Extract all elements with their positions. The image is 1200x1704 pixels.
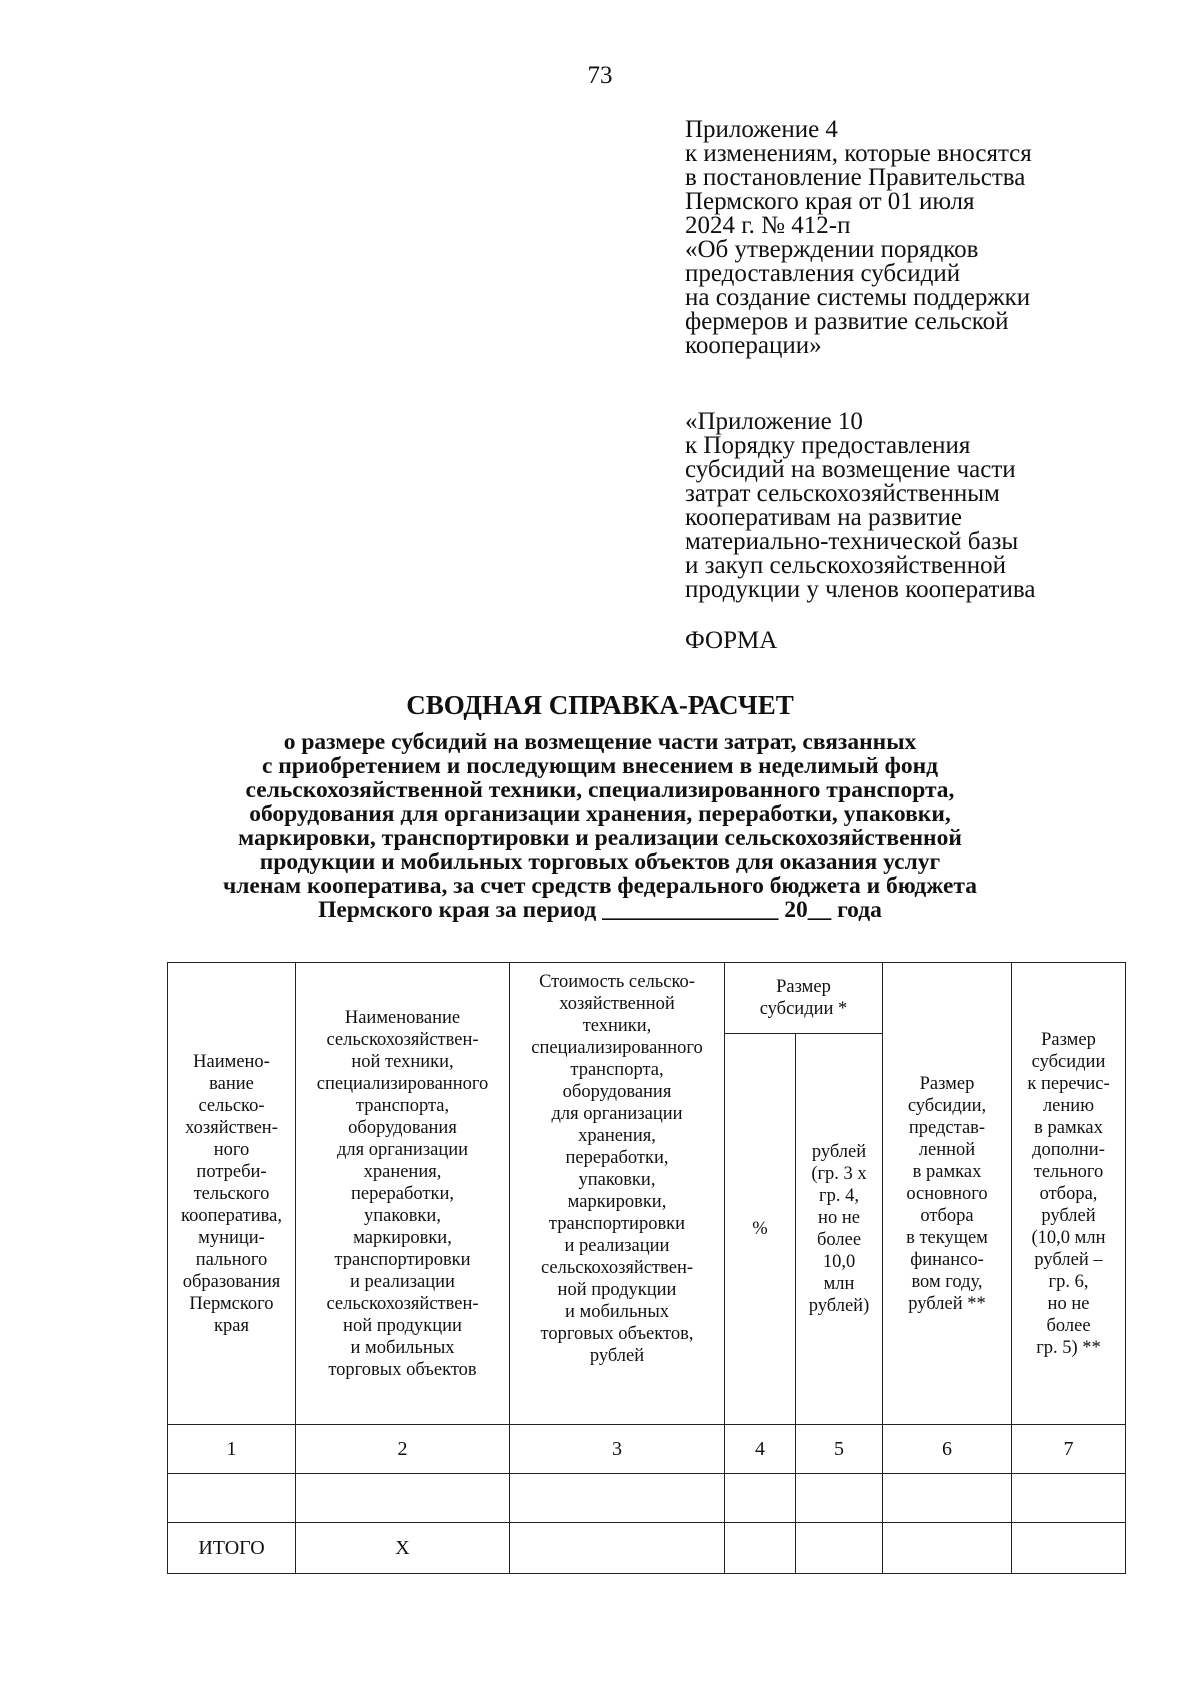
annex-4-line: предоставления субсидий: [685, 260, 961, 287]
annex-4-line: «Об утверждении порядков: [685, 236, 979, 263]
subtitle-line: оборудования для организации хранения, переработки, упаковки,: [249, 801, 951, 827]
annex-4-line: кооперации»: [685, 332, 822, 359]
form-label: ФОРМА: [685, 627, 778, 654]
annex-4-line: 2024 г. № 412-п: [685, 212, 851, 239]
column-number: 7: [1012, 1425, 1126, 1474]
table-cell: [796, 1474, 883, 1523]
table-cell: [510, 1523, 725, 1574]
header-subsidy-main-selection: Размер субсидии, представ- ленной в рамках основного отбора в текущем финансо- вом году, рублей **: [883, 963, 1012, 1425]
page-number: 73: [587, 62, 613, 89]
annex-4-line: фермеров и развитие сельской: [685, 308, 1009, 335]
subtitle-line: членам кооператива, за счет средств федерального бюджета и бюджета: [222, 873, 978, 899]
subtitle-line: о размере субсидий на возмещение части затрат, связанных: [283, 729, 917, 755]
document-subtitle: [140, 730, 1060, 922]
annex-4-line: на создание системы поддержки: [685, 284, 1031, 311]
column-number: 4: [725, 1425, 796, 1474]
header-equipment-name: Наименование сельскохозяйствен- ной техники, специализированного транспорта, оборудования для организации хранения, переработки, упаковки, маркировки, транспортировки и реализации сельскохозяйствен- ной продукции и мобильных торговых объектов: [296, 963, 510, 1425]
annex-10-line: «Приложение 10: [685, 408, 863, 435]
subtitle-line: Пермского края за период _______________ 20__ года: [318, 897, 882, 923]
table-cell: [883, 1523, 1012, 1574]
annex-10-line: продукции у членов кооператива: [685, 576, 1036, 603]
header-subsidy-additional-selection: Размер субсидии к перечис- лению в рамках дополни- тельного отбора, рублей (10,0 млн рублей – гр. 6, но не более гр. 5) **: [1012, 963, 1126, 1425]
header-rubles: рублей (гр. 3 х гр. 4, но не более 10,0 млн рублей): [796, 1034, 883, 1425]
table-row: [168, 1474, 1126, 1523]
table-cell: [725, 1523, 796, 1574]
subtitle-line: маркировки, транспортировки и реализации сельскохозяйственной: [238, 825, 962, 851]
header-subsidy-size-group: Размер субсидии *: [725, 963, 883, 1034]
annex-10-line: материально-технической базы: [685, 528, 1019, 555]
annex-10-line: кооперативам на развитие: [685, 504, 963, 531]
column-number: 1: [168, 1425, 296, 1474]
annex-4-line: к изменениям, которые вносятся: [685, 140, 1032, 167]
annex-10-line: затрат сельскохозяйственным: [685, 480, 1000, 507]
table-cell: [168, 1474, 296, 1523]
table-cell: [510, 1474, 725, 1523]
annex-10-heading: [685, 410, 1035, 602]
total-row: [168, 1523, 1126, 1574]
header-equipment-cost: Стоимость сельско- хозяйственной техники, специализированного транспорта, оборудования для организации хранения, переработки, упаковки, маркировки, транспортировки и реализации сельскохозяйствен- ной продукции и мобильных торговых объектов, рублей: [510, 963, 725, 1425]
annex-4-line: Пермского края от 01 июля: [685, 188, 975, 215]
subtitle-line: сельскохозяйственной техники, специализированного транспорта,: [245, 777, 955, 803]
annex-4-heading: [685, 118, 1032, 358]
subtitle-line: с приобретением и последующим внесением в неделимый фонд: [261, 753, 939, 779]
annex-10-line: субсидий на возмещение части: [685, 456, 1016, 483]
table-cell: [1012, 1523, 1126, 1574]
header-cooperative-name: Наимено- вание сельско- хозяйствен- ного потреби- тельского кооператива, муници- пального образования Пермского края: [168, 963, 296, 1425]
annex-4-line: в постановление Правительства: [685, 164, 1026, 191]
total-col2-mark: Х: [296, 1523, 510, 1574]
annex-10-line: и закуп сельскохозяйственной: [685, 552, 1006, 579]
table-cell: [1012, 1474, 1126, 1523]
annex-4-line: Приложение 4: [685, 116, 838, 143]
column-number: 3: [510, 1425, 725, 1474]
table-cell: [725, 1474, 796, 1523]
total-label: ИТОГО: [168, 1523, 296, 1574]
column-number: 6: [883, 1425, 1012, 1474]
column-number: 5: [796, 1425, 883, 1474]
header-percent: %: [725, 1034, 796, 1425]
column-number: 2: [296, 1425, 510, 1474]
calculation-table: [167, 962, 1126, 1574]
subtitle-line: продукции и мобильных торговых объектов для оказания услуг: [259, 849, 941, 875]
table-cell: [296, 1474, 510, 1523]
document-title: СВОДНАЯ СПРАВКА-РАСЧЕТ: [406, 690, 794, 720]
table-cell: [883, 1474, 1012, 1523]
table-cell: [796, 1523, 883, 1574]
annex-10-line: к Порядку предоставления: [685, 432, 971, 459]
